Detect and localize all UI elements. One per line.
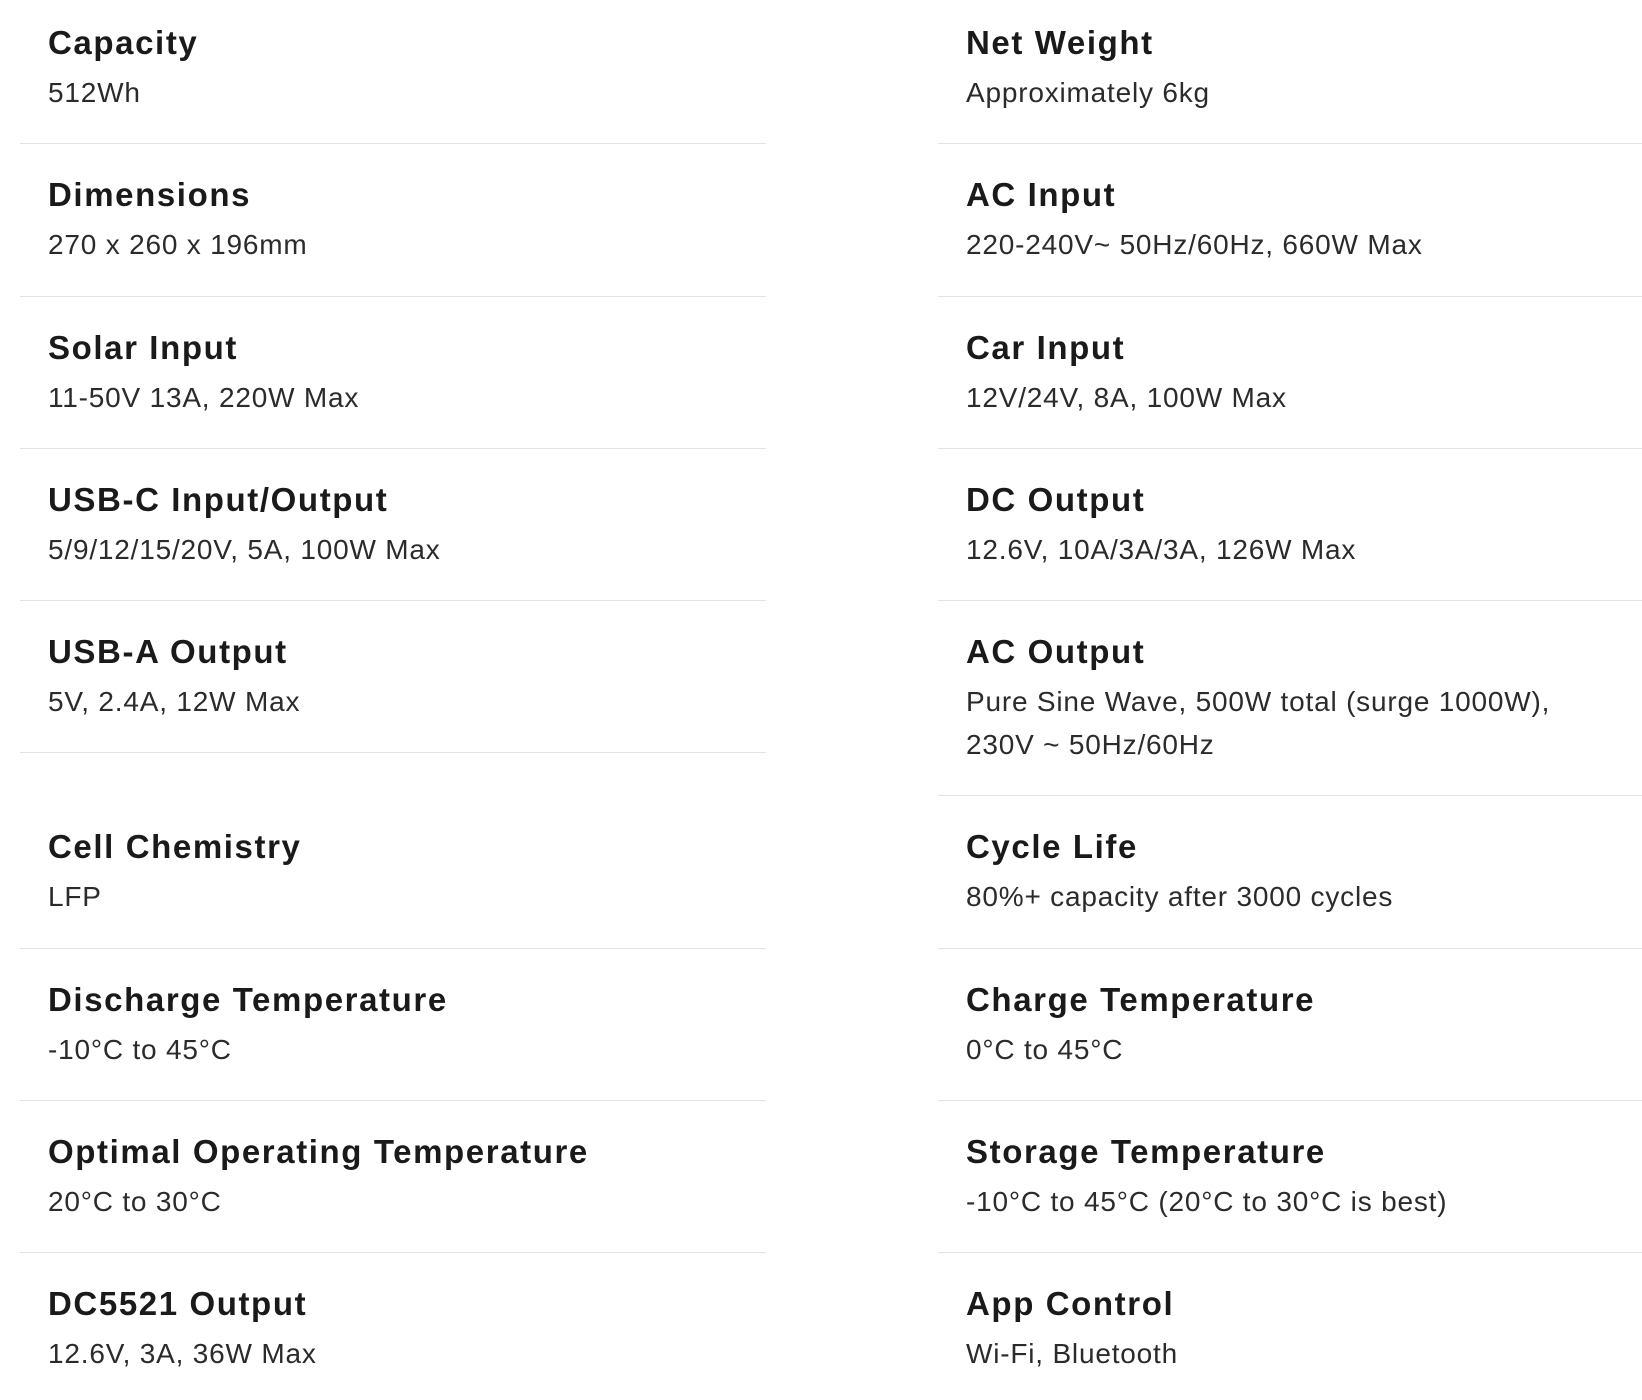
divider	[20, 1252, 766, 1253]
divider	[938, 296, 1642, 297]
spec-value: 20°C to 30°C	[48, 1186, 222, 1217]
divider	[20, 600, 766, 601]
spec-label: Dimensions	[48, 176, 252, 213]
spec-label: Storage Temperature	[966, 1133, 1326, 1170]
spec-label: USB-A Output	[48, 633, 288, 670]
spec-value: Approximately 6kg	[966, 77, 1210, 108]
spec-value: 5V, 2.4A, 12W Max	[48, 686, 301, 717]
spec-value: 12V/24V, 8A, 100W Max	[966, 382, 1287, 413]
spec-value: 270 x 260 x 196mm	[48, 229, 308, 260]
spec-value: 220-240V~ 50Hz/60Hz, 660W Max	[966, 229, 1423, 260]
divider	[938, 600, 1642, 601]
divider	[20, 296, 766, 297]
spec-label: Charge Temperature	[966, 981, 1316, 1018]
spec-label: Net Weight	[966, 24, 1154, 61]
divider	[20, 752, 766, 753]
spec-label: AC Input	[966, 176, 1117, 213]
spec-value: 0°C to 45°C	[966, 1034, 1124, 1065]
spec-value: 512Wh	[48, 77, 141, 108]
spec-value: LFP	[48, 881, 102, 912]
spec-value: 12.6V, 10A/3A/3A, 126W Max	[966, 534, 1357, 565]
spec-value: -10°C to 45°C	[48, 1034, 232, 1065]
spec-label: App Control	[966, 1285, 1175, 1322]
spec-label: AC Output	[966, 633, 1146, 670]
divider	[20, 948, 766, 949]
spec-value: 11-50V 13A, 220W Max	[48, 382, 360, 413]
spec-value-line-2: 230V ~ 50Hz/60Hz	[966, 729, 1215, 760]
divider	[20, 143, 766, 144]
spec-value: Wi-Fi, Bluetooth	[966, 1338, 1178, 1369]
divider	[20, 1100, 766, 1101]
spec-value: 5/9/12/15/20V, 5A, 100W Max	[48, 534, 441, 565]
divider	[938, 795, 1642, 796]
spec-value: 80%+ capacity after 3000 cycles	[966, 881, 1394, 912]
spec-value: 12.6V, 3A, 36W Max	[48, 1338, 317, 1369]
spec-label: Optimal Operating Temperature	[48, 1133, 589, 1170]
spec-value: Pure Sine Wave, 500W total (surge 1000W),	[966, 686, 1551, 717]
spec-label: Car Input	[966, 329, 1126, 366]
spec-label: Solar Input	[48, 329, 238, 366]
divider	[938, 143, 1642, 144]
spec-label: Cycle Life	[966, 828, 1138, 865]
divider	[20, 448, 766, 449]
spec-label: USB-C Input/Output	[48, 481, 389, 518]
divider	[938, 1100, 1642, 1101]
spec-label: DC5521 Output	[48, 1285, 308, 1322]
spec-value: -10°C to 45°C (20°C to 30°C is best)	[966, 1186, 1448, 1217]
divider	[938, 448, 1642, 449]
divider	[938, 948, 1642, 949]
spec-label: Cell Chemistry	[48, 828, 302, 865]
spec-label: Discharge Temperature	[48, 981, 448, 1018]
spec-label: Capacity	[48, 24, 199, 61]
divider	[938, 1252, 1642, 1253]
spec-label: DC Output	[966, 481, 1146, 518]
